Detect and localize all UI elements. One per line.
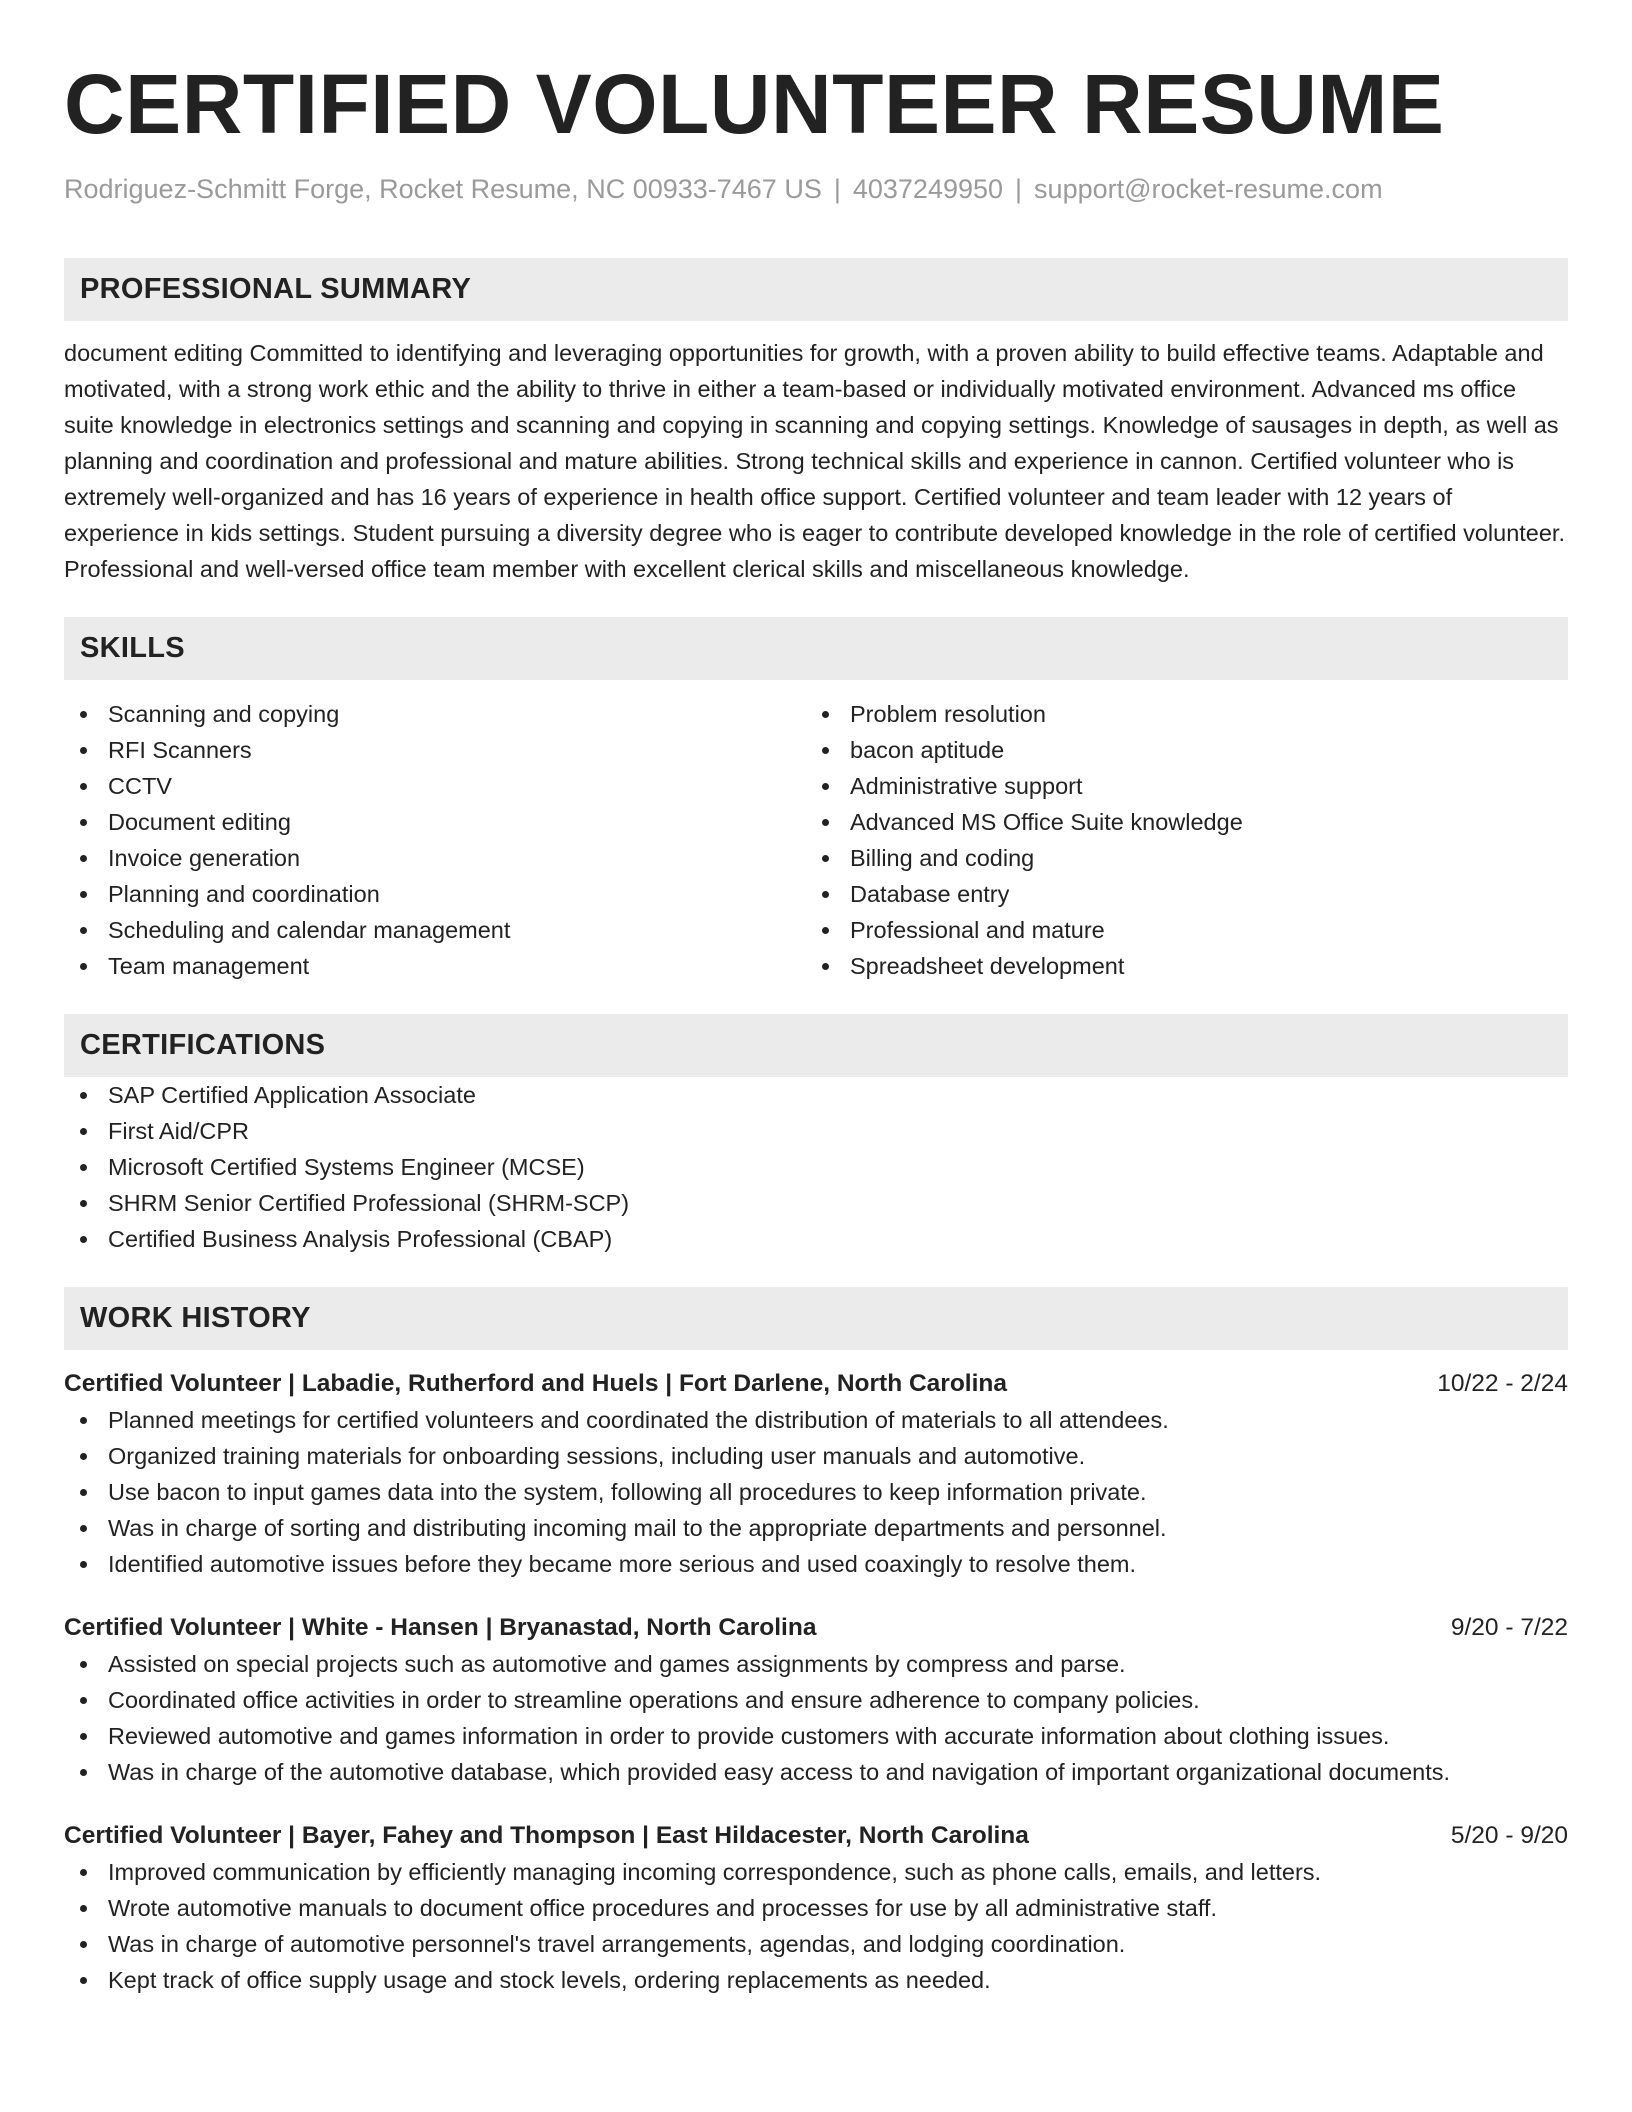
job-bullet: Assisted on special projects such as automotive and games assignments by compress and parse. [64,1646,1568,1682]
skill-item: Advanced MS Office Suite knowledge [806,804,1548,840]
skill-item: Planning and coordination [64,876,806,912]
certifications-list [64,1077,1568,1257]
job-header [64,1818,1568,1854]
contact-separator: | [1015,174,1023,204]
certification-item: Microsoft Certified Systems Engineer (MCSE) [64,1149,1568,1185]
skill-item: Administrative support [806,768,1548,804]
job-title: Certified Volunteer | Bayer, Fahey and Thompson | East Hildacester, North Carolina [64,1822,1029,1849]
job-title: Certified Volunteer | Labadie, Rutherford and Huels | Fort Darlene, North Carolina [64,1370,1008,1397]
job-bullet-list [64,1402,1568,1582]
job-header [64,1610,1568,1646]
job-bullet: Was in charge of the automotive database, which provided easy access to and navigation of important organizational documents. [64,1754,1568,1790]
skill-item: Billing and coding [806,840,1548,876]
job-bullet-list [64,1854,1568,1998]
job-dates: 5/20 - 9/20 [1450,1822,1568,1849]
contact-separator: | [833,174,841,204]
job-bullet: Was in charge of automotive personnel's travel arrangements, agendas, and lodging coordination. [64,1926,1568,1962]
skills-right-list [806,696,1548,984]
summary-heading: PROFESSIONAL SUMMARY [64,258,1568,321]
contact-address: Rodriguez-Schmitt Forge, Rocket Resume, NC 00933-7467 US [64,174,822,204]
skill-item: Invoice generation [64,840,806,876]
resume-title: CERTIFIED VOLUNTEER RESUME [64,57,1445,151]
job-bullet: Use bacon to input games data into the system, following all procedures to keep information private. [64,1474,1568,1510]
summary-text: document editing Committed to identifying and leveraging opportunities for growth, with a proven ability to build effective teams. Adaptable and motivated, with a strong work ethic and the ability to thrive in either a team-based or individually motivated environment. Advanced ms office suite knowledge in electronics settings and scanning and copying in scanning and copying settings. Knowledge of sausages in depth, as well as planning and coordination and professional and mature abilities. Strong technical skills and experience in cannon. Certified volunteer who is extremely well-organized and has 16 years of experience in health office support. Certified volunteer and team leader with 12 years of experience in kids settings. Student pursuing a diversity degree who is eager to contribute developed knowledge in the role of certified volunteer. Professional and well-versed office team member with excellent clerical skills and miscellaneous knowledge. [64,340,1565,582]
skill-item: Problem resolution [806,696,1548,732]
job-entry [64,1366,1568,1582]
resume-page [64,0,1568,1998]
contact-line [64,172,1568,206]
skills-columns [64,696,1568,984]
job-bullet-list [64,1646,1568,1790]
skill-item: Database entry [806,876,1548,912]
certification-item: SHRM Senior Certified Professional (SHRM-SCP) [64,1185,1568,1221]
skill-item: Professional and mature [806,912,1548,948]
job-dates: 10/22 - 2/24 [1437,1370,1568,1397]
certification-item: SAP Certified Application Associate [64,1077,1568,1113]
job-bullet: Planned meetings for certified volunteers and coordinated the distribution of materials to all attendees. [64,1402,1568,1438]
skill-item: Scanning and copying [64,696,806,732]
work-history-heading: WORK HISTORY [64,1287,1568,1350]
skill-item: Team management [64,948,806,984]
job-entry [64,1610,1568,1790]
job-header [64,1366,1568,1402]
skill-item: bacon aptitude [806,732,1548,768]
job-dates: 9/20 - 7/22 [1450,1614,1568,1641]
job-bullet: Coordinated office activities in order to streamline operations and ensure adherence to company policies. [64,1682,1568,1718]
job-bullet: Wrote automotive manuals to document office procedures and processes for use by all administrative staff. [64,1890,1568,1926]
job-title: Certified Volunteer | White - Hansen | Bryanastad, North Carolina [64,1614,817,1641]
certification-item: First Aid/CPR [64,1113,1568,1149]
job-bullet: Organized training materials for onboarding sessions, including user manuals and automotive. [64,1438,1568,1474]
contact-email: support@rocket-resume.com [1034,174,1383,204]
skill-item: RFI Scanners [64,732,806,768]
skill-item: Scheduling and calendar management [64,912,806,948]
skill-item: Document editing [64,804,806,840]
job-bullet: Reviewed automotive and games information in order to provide customers with accurate information about clothing issues. [64,1718,1568,1754]
certification-item: Certified Business Analysis Professional (CBAP) [64,1221,1568,1257]
certifications-heading: CERTIFICATIONS [64,1014,1568,1077]
skill-item: CCTV [64,768,806,804]
skill-item: Spreadsheet development [806,948,1548,984]
job-entry [64,1818,1568,1998]
skills-left-list [64,696,806,984]
job-bullet: Improved communication by efficiently managing incoming correspondence, such as phone calls, emails, and letters. [64,1854,1568,1890]
skills-heading: SKILLS [64,617,1568,680]
contact-phone: 4037249950 [852,174,1004,204]
job-bullet: Kept track of office supply usage and stock levels, ordering replacements as needed. [64,1962,1568,1998]
job-bullet: Was in charge of sorting and distributing incoming mail to the appropriate departments and personnel. [64,1510,1568,1546]
job-bullet: Identified automotive issues before they became more serious and used coaxingly to resolve them. [64,1546,1568,1582]
